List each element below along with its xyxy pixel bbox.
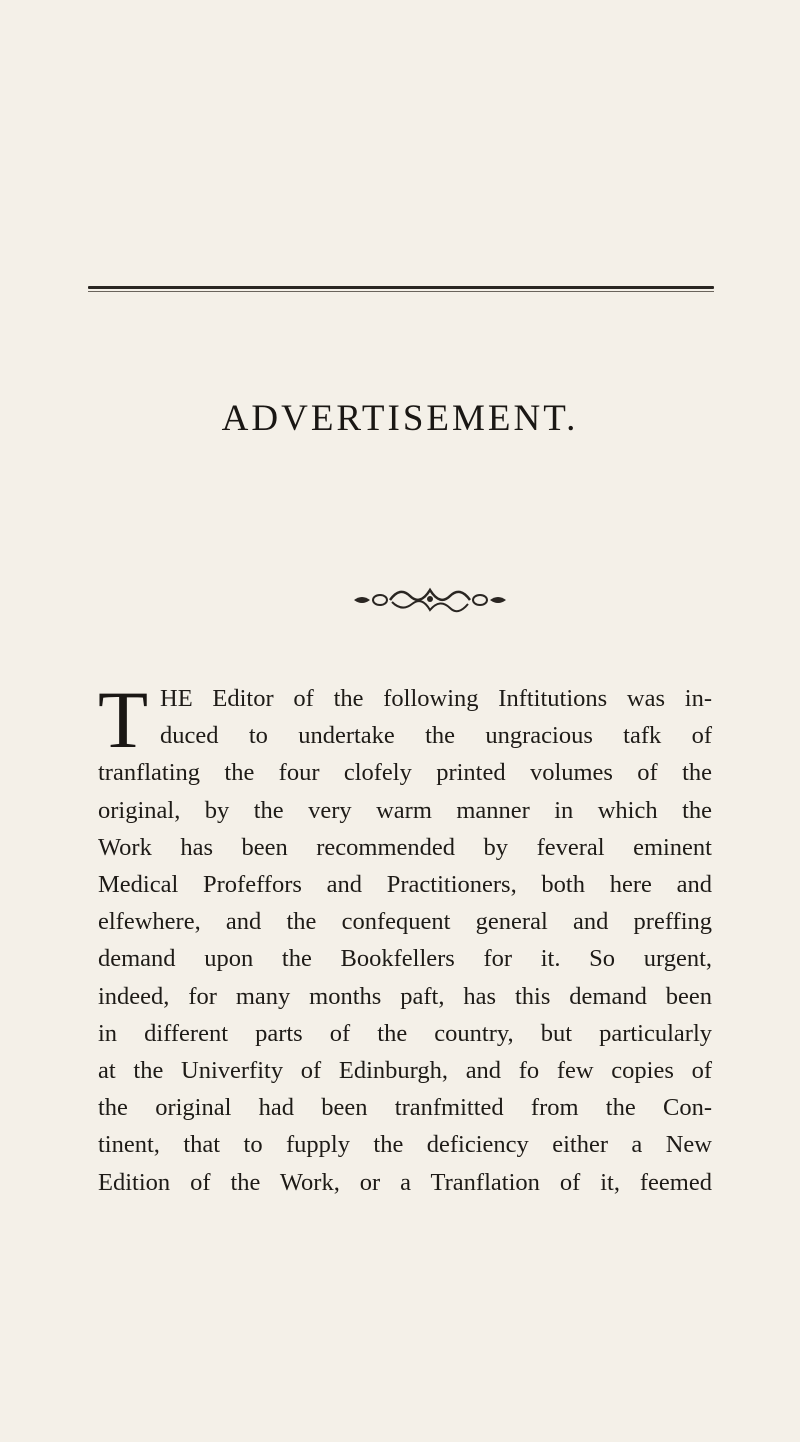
text-line: the original had been tranfmitted from the Con- [98,1094,712,1122]
text-line: in different parts of the country, but particularly [98,1019,712,1047]
text-line: original, by the very warm manner in which the [98,796,712,824]
page-title: ADVERTISEMENT. [221,398,579,439]
text-line: Work has been recommended by feveral eminent [98,833,712,861]
text-line: at the Univerfity of Edinburgh, and fo few copies of [98,1057,712,1085]
text-line: demand upon the Bookfellers for it. So urgent, [98,945,712,973]
body-paragraph [98,674,712,1201]
text-line: HE Editor of the following Inftitutions was in- [160,685,712,712]
ornament-icon [350,585,510,615]
text-line: Edition of the Work, or a Tranflation of it, feemed [98,1168,712,1196]
top-rule-thin [88,291,714,292]
text-line: tranflating the four clofely printed volumes of the [98,759,712,787]
text-line: indeed, for many months paft, has this demand been [98,982,712,1010]
text-line: duced to undertake the ungracious tafk of [160,722,712,750]
drop-cap: T [98,674,149,765]
text-line: tinent, that to fupply the deficiency either a New [98,1131,712,1159]
text-line: elfewhere, and the confequent general and preffing [98,908,712,936]
text-line: Medical Profeffors and Practitioners, both here and [98,871,712,899]
top-rule [88,286,714,289]
